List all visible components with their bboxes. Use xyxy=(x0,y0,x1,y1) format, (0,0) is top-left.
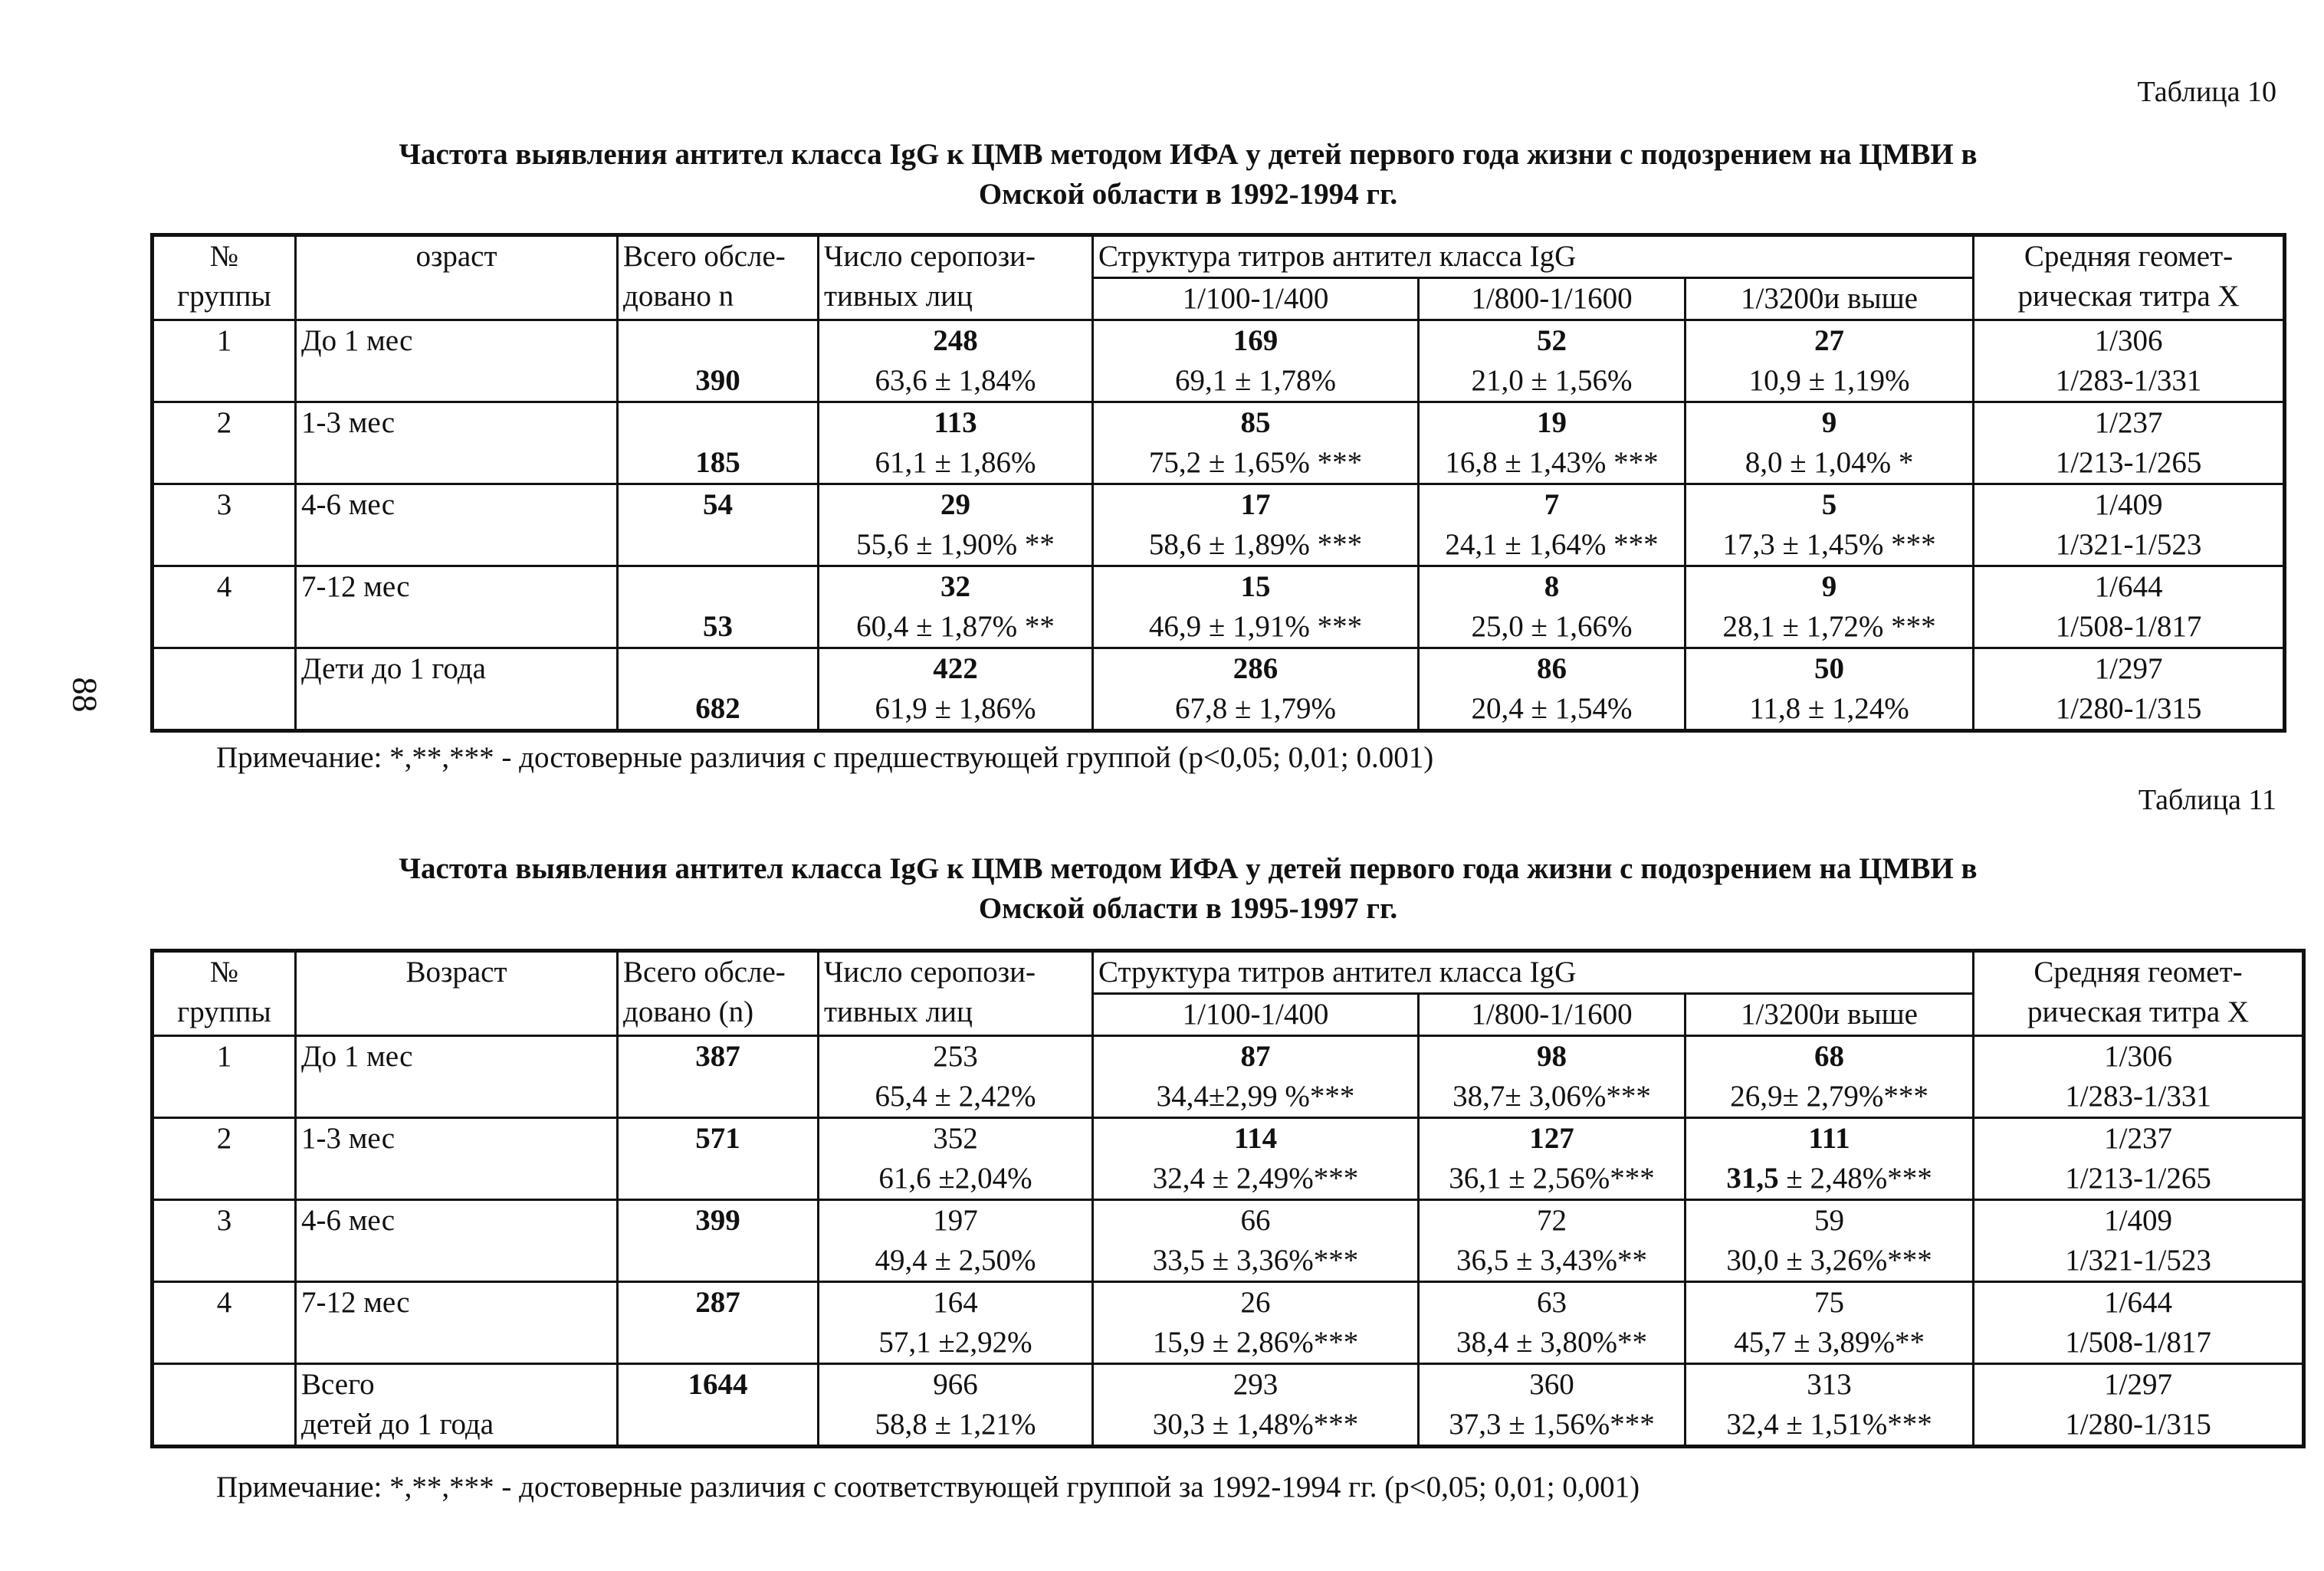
table-row xyxy=(153,1282,2303,1364)
table-row xyxy=(153,648,2284,730)
seropositive-cell: 248 63,6 ± 1,84% xyxy=(819,320,1093,402)
seropositive-cell: 352 61,6 ±2,04% xyxy=(819,1118,1093,1200)
group-number-cell: 3 xyxy=(153,484,296,566)
seropositive-cell: 422 61,9 ± 1,86% xyxy=(819,648,1093,730)
titer-800-1600-cell: 7 24,1 ± 1,64% *** xyxy=(1419,484,1686,566)
group-number-cell: 3 xyxy=(153,1200,296,1282)
titer-800-1600-cell: 360 37,3 ± 1,56%*** xyxy=(1419,1364,1686,1446)
header-titer-100-400: 1/100-1/400 xyxy=(1093,278,1419,320)
table11-title-line2: Омской области в 1995-1997 гг. xyxy=(978,892,1398,925)
titer-800-1600-cell: 63 38,4 ± 3,80%** xyxy=(1419,1282,1686,1364)
titer-800-1600-cell: 52 21,0 ± 1,56% xyxy=(1419,320,1686,402)
group-number-cell: 2 xyxy=(153,1118,296,1200)
titer-3200-cell: 50 11,8 ± 1,24% xyxy=(1686,648,1974,730)
table-row xyxy=(153,566,2284,648)
titer-3200-cell: 111 31,5 ± 2,48%*** xyxy=(1686,1118,1974,1200)
header-total-examined: Всего обсле- довано n xyxy=(618,236,819,320)
group-number-cell: 1 xyxy=(153,1036,296,1118)
seropositive-cell: 113 61,1 ± 1,86% xyxy=(819,402,1093,484)
total-examined-cell: 185 xyxy=(618,402,819,484)
age-cell: 1-3 мес xyxy=(296,1118,618,1200)
geometric-mean-cell: 1/297 1/280-1/315 xyxy=(1974,1364,2303,1446)
table11-label: Таблица 11 xyxy=(2138,784,2276,816)
table-row xyxy=(153,1200,2303,1282)
titer-3200-cell: 27 10,9 ± 1,19% xyxy=(1686,320,1974,402)
header-titer-800-1600: 1/800-1/1600 xyxy=(1419,994,1686,1036)
geometric-mean-cell: 1/237 1/213-1/265 xyxy=(1974,402,2284,484)
header-titer-3200: 1/3200и выше xyxy=(1686,278,1974,320)
table10-title-line1: Частота выявления антител класса IgG к ЦМВ методом ИФА у детей первого года жизни с подозрением на ЦМВИ в xyxy=(399,138,1978,171)
header-titer-structure: Структура титров антител класса IgG xyxy=(1093,236,1974,278)
seropositive-cell: 164 57,1 ±2,92% xyxy=(819,1282,1093,1364)
seropositive-cell: 253 65,4 ± 2,42% xyxy=(819,1036,1093,1118)
geometric-mean-cell: 1/409 1/321-1/523 xyxy=(1974,484,2284,566)
group-number-cell: 4 xyxy=(153,1282,296,1364)
header-age: Возраст xyxy=(296,952,618,1036)
table-row xyxy=(153,484,2284,566)
titer-800-1600-cell: 127 36,1 ± 2,56%*** xyxy=(1419,1118,1686,1200)
titer-3200-cell: 59 30,0 ± 3,26%*** xyxy=(1686,1200,1974,1282)
titer-100-400-cell: 85 75,2 ± 1,65% *** xyxy=(1093,402,1419,484)
titer-100-400-cell: 17 58,6 ± 1,89% *** xyxy=(1093,484,1419,566)
titer-800-1600-cell: 8 25,0 ± 1,66% xyxy=(1419,566,1686,648)
group-number-cell xyxy=(153,648,296,730)
titer-100-400-cell: 286 67,8 ± 1,79% xyxy=(1093,648,1419,730)
total-examined-cell: 53 xyxy=(618,566,819,648)
titer-100-400-cell: 293 30,3 ± 1,48%*** xyxy=(1093,1364,1419,1446)
header-titer-800-1600: 1/800-1/1600 xyxy=(1419,278,1686,320)
titer-800-1600-cell: 98 38,7± 3,06%*** xyxy=(1419,1036,1686,1118)
age-cell: 7-12 мес xyxy=(296,566,618,648)
header-geometric-mean: Средняя геомет- рическая титра X xyxy=(1974,952,2303,1036)
table-row xyxy=(153,1036,2303,1118)
table10-label: Таблица 10 xyxy=(2137,76,2276,108)
header-group-num: № группы xyxy=(153,952,296,1036)
age-cell: Всего детей до 1 года xyxy=(296,1364,618,1446)
geometric-mean-cell: 1/409 1/321-1/523 xyxy=(1974,1200,2303,1282)
total-examined-cell: 387 xyxy=(618,1036,819,1118)
seropositive-cell: 32 60,4 ± 1,87% ** xyxy=(819,566,1093,648)
age-cell: 4-6 мес xyxy=(296,484,618,566)
table11-title-line1: Частота выявления антител класса IgG к ЦМВ методом ИФА у детей первого года жизни с подозрением на ЦМВИ в xyxy=(399,852,1978,885)
table-row xyxy=(153,402,2284,484)
total-examined-cell: 571 xyxy=(618,1118,819,1200)
header-titer-structure: Структура титров антител класса IgG xyxy=(1093,952,1974,994)
total-examined-cell: 1644 xyxy=(618,1364,819,1446)
header-total-examined: Всего обсле- довано (n) xyxy=(618,952,819,1036)
group-number-cell: 4 xyxy=(153,566,296,648)
table-row xyxy=(153,320,2284,402)
table10-note: Примечание: *,**,*** - достоверные различия с предшествующей группой (р<0,05; 0,01; 0.001) xyxy=(216,741,1434,774)
total-examined-cell: 287 xyxy=(618,1282,819,1364)
header-titer-100-400: 1/100-1/400 xyxy=(1093,994,1419,1036)
table10-title-line2: Омской области в 1992-1994 гг. xyxy=(978,178,1398,211)
age-cell: До 1 мес xyxy=(296,320,618,402)
header-seropositive: Число серопози- тивных лиц xyxy=(819,236,1093,320)
table11 xyxy=(152,950,2304,1447)
header-titer-3200: 1/3200и выше xyxy=(1686,994,1974,1036)
group-number-cell: 1 xyxy=(153,320,296,402)
titer-3200-cell: 68 26,9± 2,79%*** xyxy=(1686,1036,1974,1118)
header-seropositive: Число серопози- тивных лиц xyxy=(819,952,1093,1036)
age-cell: Дети до 1 года xyxy=(296,648,618,730)
titer-800-1600-cell: 72 36,5 ± 3,43%** xyxy=(1419,1200,1686,1282)
geometric-mean-cell: 1/644 1/508-1/817 xyxy=(1974,566,2284,648)
table-row xyxy=(153,1364,2303,1446)
age-cell: 7-12 мес xyxy=(296,1282,618,1364)
geometric-mean-cell: 1/237 1/213-1/265 xyxy=(1974,1118,2303,1200)
header-group-num: № группы xyxy=(153,236,296,320)
geometric-mean-cell: 1/306 1/283-1/331 xyxy=(1974,320,2284,402)
table11-title xyxy=(153,849,2223,929)
age-cell: 1-3 мес xyxy=(296,402,618,484)
table-row xyxy=(153,1118,2303,1200)
total-examined-cell: 54 xyxy=(618,484,819,566)
titer-800-1600-cell: 19 16,8 ± 1,43% *** xyxy=(1419,402,1686,484)
seropositive-cell: 966 58,8 ± 1,21% xyxy=(819,1364,1093,1446)
table11-header-row xyxy=(153,952,2303,994)
titer-100-400-cell: 66 33,5 ± 3,36%*** xyxy=(1093,1200,1419,1282)
group-number-cell: 2 xyxy=(153,402,296,484)
table10-title xyxy=(153,135,2223,215)
total-examined-cell: 682 xyxy=(618,648,819,730)
page-number: 88 xyxy=(65,677,105,713)
table11-note: Примечание: *,**,*** - достоверные различия с соответствующей группой за 1992-1994 гг. (р<0,05; 0,01; 0,001) xyxy=(216,1471,1640,1504)
titer-100-400-cell: 169 69,1 ± 1,78% xyxy=(1093,320,1419,402)
geometric-mean-cell: 1/644 1/508-1/817 xyxy=(1974,1282,2303,1364)
geometric-mean-cell: 1/306 1/283-1/331 xyxy=(1974,1036,2303,1118)
total-examined-cell: 390 xyxy=(618,320,819,402)
group-number-cell xyxy=(153,1364,296,1446)
seropositive-cell: 197 49,4 ± 2,50% xyxy=(819,1200,1093,1282)
titer-3200-cell: 9 28,1 ± 1,72% *** xyxy=(1686,566,1974,648)
geometric-mean-cell: 1/297 1/280-1/315 xyxy=(1974,648,2284,730)
total-examined-cell: 399 xyxy=(618,1200,819,1282)
titer-100-400-cell: 26 15,9 ± 2,86%*** xyxy=(1093,1282,1419,1364)
titer-100-400-cell: 15 46,9 ± 1,91% *** xyxy=(1093,566,1419,648)
titer-100-400-cell: 87 34,4±2,99 %*** xyxy=(1093,1036,1419,1118)
age-cell: 4-6 мес xyxy=(296,1200,618,1282)
seropositive-cell: 29 55,6 ± 1,90% ** xyxy=(819,484,1093,566)
age-cell: До 1 мес xyxy=(296,1036,618,1118)
header-age: озраст xyxy=(296,236,618,320)
titer-100-400-cell: 114 32,4 ± 2,49%*** xyxy=(1093,1118,1419,1200)
header-geometric-mean: Средняя геомет- рическая титра X xyxy=(1974,236,2284,320)
titer-3200-cell: 313 32,4 ± 1,51%*** xyxy=(1686,1364,1974,1446)
table10-header-row xyxy=(153,236,2284,278)
table10 xyxy=(152,235,2285,731)
titer-3200-cell: 5 17,3 ± 1,45% *** xyxy=(1686,484,1974,566)
titer-3200-cell: 9 8,0 ± 1,04% * xyxy=(1686,402,1974,484)
titer-3200-cell: 75 45,7 ± 3,89%** xyxy=(1686,1282,1974,1364)
titer-800-1600-cell: 86 20,4 ± 1,54% xyxy=(1419,648,1686,730)
